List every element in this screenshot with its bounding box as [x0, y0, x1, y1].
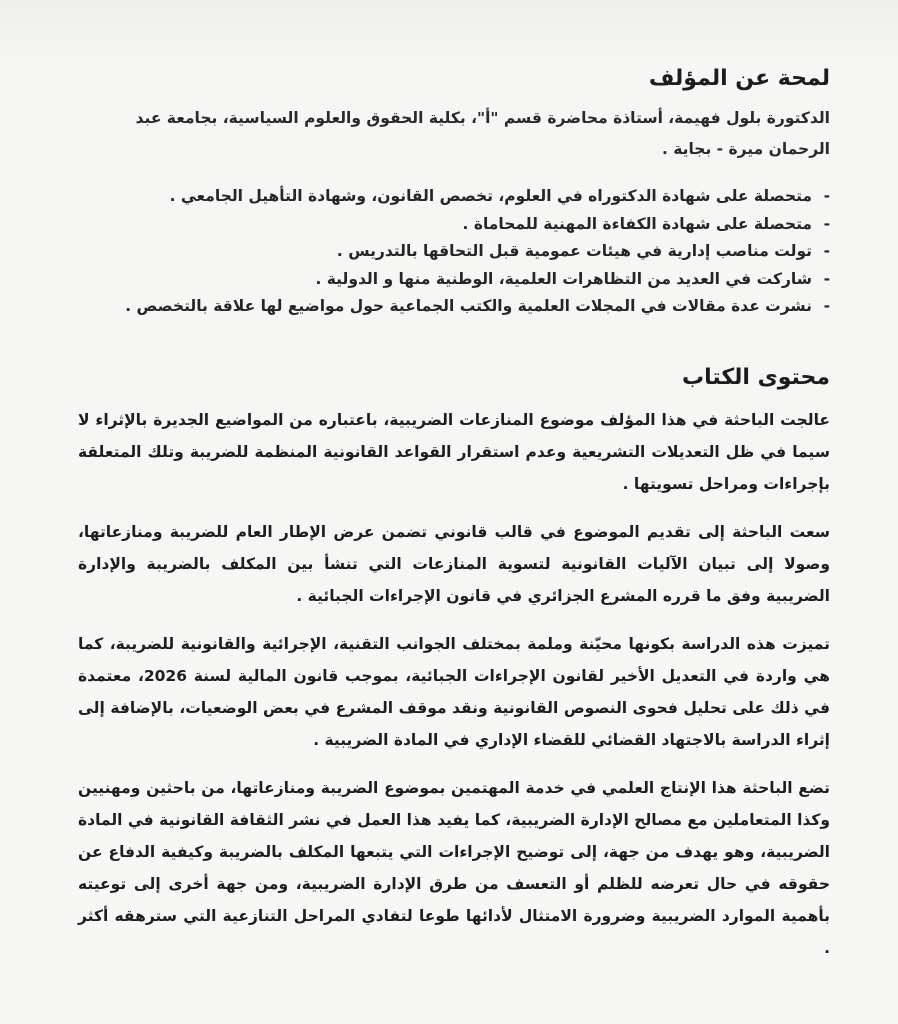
- author-credentials-list: [78, 183, 830, 321]
- content-paragraph: تضع الباحثة هذا الإنتاج العلمي في خدمة المهتمين بموضوع الضريبة ومنازعاتها، من باحثين ومهنيين وكذا المتعاملين مع مصالح الإدارة الضريبية، كما يفيد هذا العمل في نشر الثقافة القانونية في المادة الضريبية، وهو يهدف من جهة، إلى توضيح الإجراءات التي يتبعها المكلف بالضريبة وكيفية الدفاع عن حقوقه في حال تعرضه للظلم أو التعسف من طرق الإدارة الضريبية، ومن جهة أخرى إلى توعيته بأهمية الموارد الضريبية وضرورة الامتثال لأدائها طوعا لتفادي المراحل التنازعية التي سترهقه أكثر .: [78, 778, 830, 957]
- book-content-heading: محتوى الكتاب: [681, 364, 830, 390]
- bullet-dash: -: [823, 187, 830, 205]
- list-item: - نشرت عدة مقالات في المجلات العلمية والكتب الجماعية حول مواضيع لها علاقة بالتخصص .: [78, 293, 830, 321]
- bullet-dash: -: [823, 214, 830, 233]
- content-paragraph: تميزت هذه الدراسة بكونها محيّنة وملمة بمختلف الجوانب التقنية، الإجرائية والقانونية للضريبة، كما هي واردة في التعديل الأخير لقانون الإجراءات الجبائية، بموجب قانون المالية لسنة 2026، معتمدة في ذلك على تحليل فحوى النصوص القانونية ونقد موقف المشرع في بعض الوضعيات، بالإضافة إلى إثراء الدراسة بالاجتهاد القضائي للقضاء الإداري في المادة الضريبية .: [78, 634, 830, 749]
- bullet-dash: -: [823, 269, 830, 288]
- bullet-dash: -: [823, 242, 830, 260]
- list-item: - متحصلة على شهادة الدكتوراه في العلوم، تخصص القانون، وشهادة التأهيل الجامعي .: [78, 183, 830, 211]
- list-item: - تولت مناصب إدارية في هيئات عمومية قبل التحاقها بالتدريس .: [78, 238, 830, 266]
- content-paragraph: سعت الباحثة إلى تقديم الموضوع في قالب قانوني تضمن عرض الإطار العام للضريبة ومنازعاتها، وصولا إلى تبيان الآليات القانونية لتسوية المنازعات التي تنشأ بين المكلف بالضريبة والإدارة الضريبية وفق ما قرره المشرع الجزائري في قانون الإجراءات الجبائية .: [78, 522, 830, 605]
- author-intro: الدكتورة بلول فهيمة، أستاذة محاضرة قسم "أ"، بكلية الحقوق والعلوم السياسية، بجامعة عبد الرحمان ميرة - بجاية .: [135, 109, 830, 158]
- document-content: [78, 62, 830, 964]
- bullet-dash: -: [823, 297, 830, 315]
- list-item: - شاركت في العديد من التظاهرات العلمية، الوطنية منها و الدولية .: [78, 266, 830, 294]
- list-item: - متحصلة على شهادة الكفاءة المهنية للمحاماة .: [78, 211, 830, 239]
- about-author-heading: لمحة عن المؤلف: [648, 66, 830, 91]
- content-paragraph: عالجت الباحثة في هذا المؤلف موضوع المنازعات الضريبية، باعتباره من المواضيع الجديرة بالإثراء لا سيما في ظل التعديلات التشريعية وعدم استقرار القواعد القانونية المنظمة للضريبة وتلك المتعلقة بإجراءات ومراحل تسويتها .: [78, 410, 830, 493]
